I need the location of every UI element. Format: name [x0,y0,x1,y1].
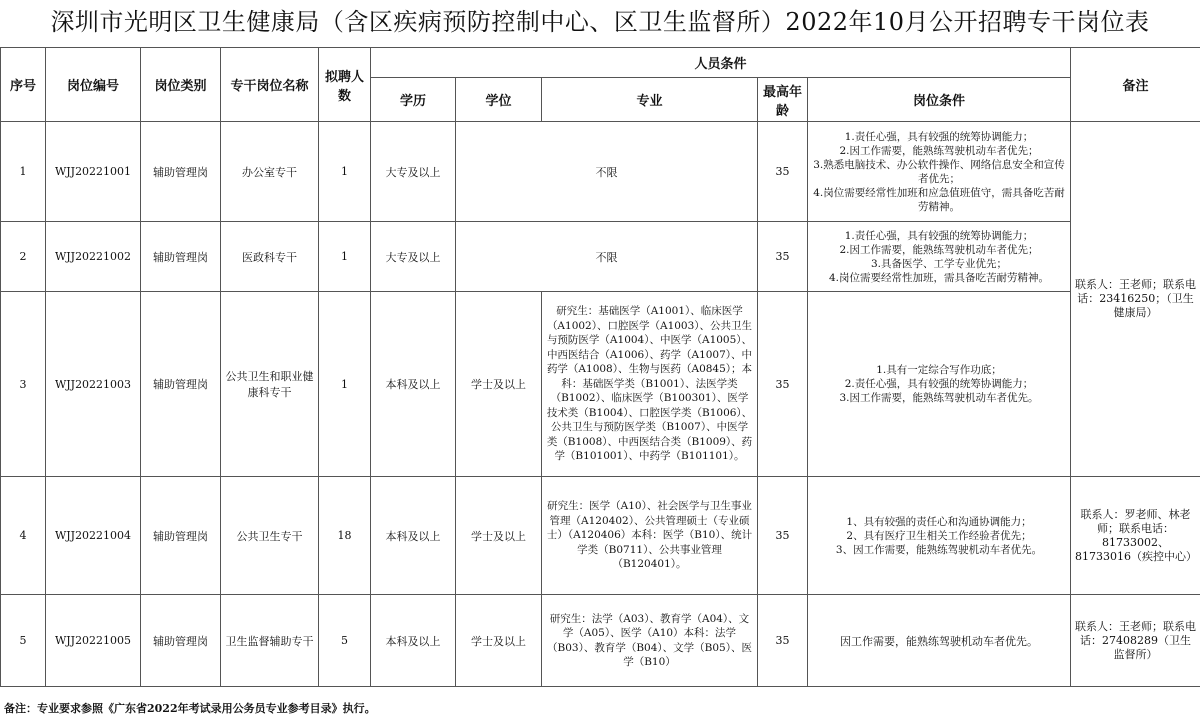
cell-category: 辅助管理岗 [141,595,221,687]
cell-degree: 学士及以上 [456,292,542,477]
header-category: 岗位类别 [141,48,221,122]
requirement-line: 因工作需要，能熟练驾驶机动车者优先。 [840,634,1038,648]
cell-requirements [808,595,1071,687]
requirement-line: 4.岗位需要经常性加班，需具备吃苦耐劳精神。 [828,271,1050,284]
cell-requirements [808,477,1071,595]
cell-name: 办公室专干 [221,122,319,222]
header-remarks: 备注 [1071,48,1200,122]
recruitment-table [0,47,1200,687]
page-title: 深圳市光明区卫生健康局（含区疾病预防控制中心、区卫生监督所）2022年10月公开招聘专干岗位表 [50,8,1150,36]
cell-major: 研究生：法学（A03）、教育学（A04）、文学（A05）、医学（A10）本科：法学（B03）、教育学（B04）、文学（B05）、医学（B10） [542,595,758,687]
header-requirements: 岗位条件 [808,78,1071,122]
cell-category: 辅助管理岗 [141,477,221,595]
requirement-line: 1.责任心强，具有较强的统筹协调能力； [844,229,1034,242]
requirement-line: 2.责任心强，具有较强的统筹协调能力； [844,378,1034,390]
cell-name: 公共卫生和职业健康科专干 [221,292,319,477]
cell-education: 本科及以上 [371,595,456,687]
cell-code: WJJ20221003 [46,292,141,477]
cell-quota: 5 [319,595,371,687]
cell-degree: 学士及以上 [456,477,542,595]
requirement-line: 1.具有一定综合写作功底； [876,364,1002,376]
cell-major: 不限 [456,222,758,292]
cell-max-age: 35 [758,595,808,687]
cell-education: 本科及以上 [371,292,456,477]
table-row [1,222,1200,292]
cell-no: 3 [1,292,46,477]
requirement-line: 3.因工作需要，能熟练驾驶机动车者优先。 [839,392,1039,404]
cell-code: WJJ20221004 [46,477,141,595]
cell-no: 2 [1,222,46,292]
cell-requirements [808,222,1071,292]
cell-quota: 1 [319,122,371,222]
cell-major: 研究生：医学（A10）、社会医学与卫生事业管理（A120402）、公共管理硕士（专业硕士）（A120406）本科：医学（B10）、统计学类（B0711）、公共事业管理（B120401）。 [542,477,758,595]
cell-max-age: 35 [758,292,808,477]
cell-no: 1 [1,122,46,222]
cell-quota: 18 [319,477,371,595]
requirement-line: 3.具备医学、工学专业优先； [870,257,1008,270]
cell-remarks-contact-2: 联系人：罗老师、林老师；联系电话：81733002、81733016（疾控中心） [1071,477,1200,595]
header-major: 专业 [542,78,758,122]
header-code: 岗位编号 [46,48,141,122]
cell-no: 5 [1,595,46,687]
cell-category: 辅助管理岗 [141,292,221,477]
cell-name: 医政科专干 [221,222,319,292]
table-row [1,595,1200,687]
header-no: 序号 [1,48,46,122]
cell-category: 辅助管理岗 [141,122,221,222]
cell-education: 大专及以上 [371,222,456,292]
cell-no: 4 [1,477,46,595]
cell-requirements [808,292,1071,477]
cell-max-age: 35 [758,122,808,222]
table-row [1,122,1200,222]
cell-remarks-contact-1: 联系人：王老师；联系电话：23416250；（卫生健康局） [1071,122,1200,477]
cell-quota: 1 [319,222,371,292]
table-row [1,477,1200,595]
cell-category: 辅助管理岗 [141,222,221,292]
requirement-line: 1、具有较强的责任心和沟通协调能力； [846,515,1032,528]
header-name: 专干岗位名称 [221,48,319,122]
cell-major: 不限 [456,122,758,222]
header-quota: 拟聘人数 [319,48,371,122]
cell-education: 本科及以上 [371,477,456,595]
header-max-age: 最高年龄 [758,78,808,122]
footnote: 备注：专业要求参照《广东省2022年考试录用公务员专业参考目录》执行。 [4,702,376,715]
cell-max-age: 35 [758,477,808,595]
requirement-line: 2.因工作需要，能熟练驾驶机动车者优先； [839,243,1039,256]
cell-code: WJJ20221002 [46,222,141,292]
cell-education: 大专及以上 [371,122,456,222]
cell-quota: 1 [319,292,371,477]
cell-name: 公共卫生专干 [221,477,319,595]
cell-code: WJJ20221001 [46,122,141,222]
cell-max-age: 35 [758,222,808,292]
requirement-line: 2、具有医疗卫生相关工作经验者优先； [846,529,1032,542]
header-education: 学历 [371,78,456,122]
requirement-line: 2.因工作需要，能熟练驾驶机动车者优先； [839,144,1039,157]
cell-code: WJJ20221005 [46,595,141,687]
cell-major: 研究生：基础医学（A1001）、临床医学（A1002）、口腔医学（A1003）、公共卫生与预防医学（A1004）、中医学（A1005）、中西医结合（A1006）、药学（A1007）、中药学（A1008）、生物与医药（A0845）；本科：基础医学类（B1001）、法医学类（B1002）、临床医学（B100301）、医学技术类（B1004）、口腔医学类（B1006）、公共卫生与预防医学类（B1007）、中医学类（B1008）、中西医结合类（B1009）、药学（B101001）、中药学（B101101）。 [542,292,758,477]
table-row [1,292,1200,477]
cell-remarks-contact-3: 联系人：王老师；联系电话：27408289（卫生监督所） [1071,595,1200,687]
cell-degree: 学士及以上 [456,595,542,687]
cell-name: 卫生监督辅助专干 [221,595,319,687]
requirement-line: 4.岗位需要经常性加班和应急值班值守，需具备吃苦耐劳精神。 [813,186,1065,213]
header-degree: 学位 [456,78,542,122]
header-conditions-group: 人员条件 [371,48,1071,78]
requirement-line: 3.熟悉电脑技术、办公软件操作、网络信息安全和宣传者优先； [813,158,1065,185]
cell-requirements [808,122,1071,222]
requirement-line: 1.责任心强，具有较强的统筹协调能力； [844,130,1034,143]
requirement-line: 3、因工作需要，能熟练驾驶机动车者优先。 [835,543,1043,556]
